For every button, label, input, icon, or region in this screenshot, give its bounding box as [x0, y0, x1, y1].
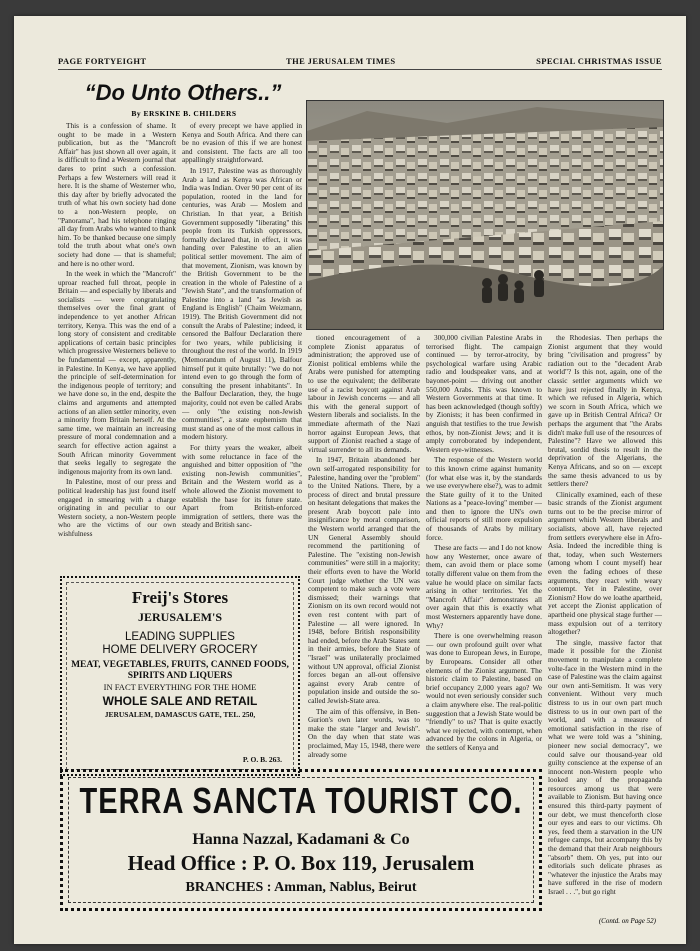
article-column-1: [58, 122, 176, 568]
freij-stores-ad: [60, 576, 300, 776]
continued-note: (Contd. on Page 52): [598, 917, 656, 925]
ad-owners: Hanna Nazzal, Kadamani & Co: [192, 831, 410, 848]
paragraph: In 1917, Palestine was as thoroughly Arab a land as Kenya was African or India was Indian. Over 90 per cent of its population, rooted in the land for centuries, was Arab — Moslem and Christian. In that year, a British Government supposedly "liberating" this people from its Turkish oppressors, formally declared that, in effect, it was handing over Palestine to an alien political settler movement. The aim of that movement, Zionism, was known by the British Government to be the creation in the whole of Palestine of a "Jewish State", and the transformation of Palestine into a land "as Jewish as England is English" (Chaim Weizmann, 1919). The British Government did not consult the Arabs of Palestine; indeed, it censored the Balfour Declaration there for two years, while publicising it throughout the rest of the world. In 1919 (Memorandum of August 11), Balfour himself put it quite brutally: "we do not intend even to go through the form of consulting the present inhabitants". In the Balfour Declaration, they, the huge majority, could not even be called Arabs — only "the existing non-Jewish communities", a state euphemism that must stand as one of the most callous in modern history.: [182, 165, 302, 442]
ad-inner-border: [66, 582, 294, 770]
ad-address: JERUSALEM, DAMASCUS GATE, TEL. 250,: [104, 710, 256, 719]
article-column-2: [182, 122, 302, 568]
article-title: “Do Unto Others..”: [84, 80, 282, 105]
paragraph: There is one overwhelming reason — our own profound guilt over what was done to European Jews, in Europe, by Europeans. Consider all other elements of the Zionist argument. The historic claim to Palestine, based on brief occupancy 2,000 years ago? We would not even seriously consider such a claim anywhere else. The real-politic suggestion that a Jewish State would be "friendly" to us? That is quite exactly what we rejected, with contempt, when advanced by the colons in Algeria, or the settlers of Kenya and: [426, 631, 542, 752]
paragraph: The aim of this offensive, in Ben-Gurion's own later words, was to make the state "larger and Jewish". On the day when that state was proclaimed, May 15, 1948, there were already some: [308, 706, 420, 759]
ad-line: IN FACT EVERYTHING FOR THE HOME: [103, 682, 257, 692]
village-photo-graphic: [307, 101, 663, 329]
paragraph: The response of the Western world to this known crime against humanity (for what else was it, by the standards we use everywhere else?), was to admit the State guilty of it to the United Nations as a "peace-loving" member — and then to ignore the UN's own official reports of still more expulsion of thousands of Arabs by military force.: [426, 455, 542, 542]
paragraph: of every precept we have applied in Kenya and South Africa. And there can be no evasion of this if we are honest and consistent. The facts are all too appallingly straightforward.: [182, 122, 302, 165]
paragraph: In Palestine, most of our press and political leadership has just found itself engaged in smearing with a charge originating in and peculiar to our Western society, a non-Western people who are the victims of our own wishfulness: [58, 477, 176, 538]
ad-head-office: Head Office : P. O. Box 119, Jerusalem: [127, 851, 475, 875]
issue-label: SPECIAL CHRISTMAS ISSUE: [536, 56, 662, 66]
paragraph: In 1947, Britain abandoned her own self-arrogated responsibility for Palestine, handing over the "problem" to the United Nations. There, by a process of direct and brutal pressure on hesitant delegations that makes the present Arab boycott pale into insignificance by moral comparison, the Western world arranged that the UN General Assembly should recommend the partitioning of Palestine. The "existing non-Jewish communities" were still in a majority; their efforts even to have the World Court judge whether the UN was competent to make such a vote were dismissed; their warnings that Zionism on its own record would not even rest content with part of Palestine — all were ignored. In 1948, before British responsibility had ended, before the Arab States sent in their armies, before the State of "Israel" was unilaterally proclaimed without UN approval, official Zionist forces began an all-out offensive against every Arab centre of population inside and outside the so-called Jewish-State area.: [308, 455, 420, 705]
ad-line: MEAT, VEGETABLES, FRUITS, CANNED FOODS, SPIRITS AND LIQUERS: [71, 660, 289, 681]
paragraph: Clinically examined, each of these basic strands of the Zionist argument turns out to be the precise mirror of argument which Western liberals and socialists, above all, have rejected from settlers everywhere else in Afro-Asia. Indeed the incredible thing is that, today, when such Westerners (among whom I count myself) hear even the fading echoes of these arguments, they react with weary contempt. Yet in Palestine, over Zionism? How do we loathe apartheid, yet accept the Zionist application of apartheid one physical stage further — mass expulsion out of a territory altogether?: [548, 489, 662, 637]
village-photo: [306, 100, 664, 330]
article-byline: By ERSKINE B. CHILDERS: [131, 109, 237, 118]
paragraph: The single, massive factor that made it possible for the Zionist movement to manipulate a complete volte-face in the Western mind in the case of Palestine was the claim against our own anti-Semitism. It was very convenient. Without very much distress to us in our own part much distress to us in our own part of the world, and with a measure of emotional satisfaction in the rise of what we were told was a "shining, pioneer new social democracy", we could salve our thousand-year old guilty conscience at the expense of an innocent non-Western people who looked any of the propaganda resources among us that were available to Zionism. But having once ensured this third-party payment of our debt, we must thenceforth close our eyes and ears to our victims. Oh yes, feed them a starvation in the UN refugee camps, but accompany this by the demand that their Arab neighbours "absorb" them. Oh yes, put into our editorials such delicate phrases as "whatever the injustice the Arabs may have suffered in the rise of modern Israel . . .", but go right: [548, 637, 662, 896]
header-rule: [58, 69, 662, 70]
paragraph: These are facts — and I do not know how any Westerner, once aware of them, can avoid them or place some totally different value on them from the value he would place on similar facts arising in other territories. Yet the "Mancroft Affair" demonstrates all over again that this is exactly what most Westerners apparently have done. Why?: [426, 543, 542, 630]
terra-sancta-ad: [60, 769, 542, 911]
ad-city: JERUSALEM'S: [137, 610, 223, 624]
paragraph: For thirty years the weaker, albeit with some reluctance in face of the anguished and bitter opposition of "the existing non-Jewish communities", Britain and the Western world as a whole allowed the Zionist movement to establish the base for its future state. Apart from British-enforced immigration of settlers, there was the steady and British sanc-: [182, 442, 302, 530]
page-label: PAGE FORTYEIGHT: [58, 56, 147, 66]
paragraph: 300,000 civilian Palestine Arabs in terrorised flight. The campaign continued — by terror-atrocity, by psychological warfare using Arabic radio and loudspeaker vans, and at bayonet-point — driving out another 550,000 Arabs. This was known to Western Governments at that time. It has been acknowledged (though softly) by Zionists; it has been confirmed in anguish that testifies to the true Jewish ethos, by non-Zionist Jews; and it is amply corroborated by independent, Western eye-witnesses.: [426, 334, 542, 454]
ad-company-name: TERRA SANCTA TOURIST CO.: [79, 781, 523, 822]
ad-branches: BRANCHES : Amman, Nablus, Beirut: [185, 880, 417, 895]
paragraph: tioned encouragement of a complete Zionist apparatus of administration; the approved use of Zionist political emblems while the Arabs were punished for attempting to use the equivalent; the deliberate use of a racist boycott against Arab labour in Jewish concerns — and all this with the general support of Western liberals and socialists. In the immediate aftermath of the Nazi horror against European Jews, that support of Zionist reached a stage of virtual surrender to all its demands.: [308, 334, 420, 454]
paragraph: the Rhodesias. Then perhaps the Zionist argument that they would bring "civilisation and progress" by radiation out to the "decadent Arab world"? Is this not, again, one of the classic settler arguments which we have just rejected finally in Kenya, which we refused in Algeria, which we scorn in South Africa, which we gave up in British Central Africa? Or perhaps the argument that "the Arabs didn't make full use of the resources of Palestine"? Have we allowed this brutal, sordid thesis to result in the deprivation of the Algerians, the Kenya Africans, and so on — except the same thesis advanced to us by settlers there?: [548, 334, 662, 489]
ad-store-name: Freij's Stores: [131, 588, 229, 607]
paragraph: In the week in which the "Mancroft" uproar reached full throat, people in Britain — and especially by liberals and socialists — were congratulating themselves over the final grant of independence to yet another African territory, Kenya. This was the end of a long story of consistent and creditable applications of certain basic principles which progressive Westerners believe to be fundamental — except, apparently, in Palestine. In Kenya, we have applied the principle of self-determination for the indigenous people of territory; and we have done so, in the end, despite the claims and arguments and attempted actions of an alien settler minority, even a minority from Britain herself. At the same time, we maintain an increasing pressure of moral condemnation and a search for effective action against a South African minority Government that seeks legally to segregate the indigenous majority from its own land.: [58, 269, 176, 476]
ad-line: WHOLE SALE AND RETAIL: [102, 694, 258, 708]
article-column-3: [308, 334, 420, 766]
newspaper-page: [14, 16, 686, 944]
ad-line: LEADING SUPPLIES: [125, 631, 235, 643]
ad-pob: P. O. B. 263.: [242, 755, 282, 764]
article-column-4: [426, 334, 542, 766]
paper-name: THE JERUSALEM TIMES: [286, 56, 396, 66]
ad-line: HOME DELIVERY GROCERY: [102, 644, 258, 656]
paragraph: This is a confession of shame. It ought to be made in a Western publication, but as the "Mancroft Affair" has just shown all over again, it is difficult to find a Western journal that dares to print such a confession. Perhaps a few Westerners will read it here. It is the shame of Westerner who, this day after by briefly advocated the truth of what his own society had done to a non-Western people, on "Panorama", had his telephone ringing all day from Arabs who wanted to thank him. To be thanked because one simply told the truth about what one's own society had done — that is shameful; and here is no other word.: [58, 122, 176, 268]
article-column-5: [548, 334, 662, 914]
